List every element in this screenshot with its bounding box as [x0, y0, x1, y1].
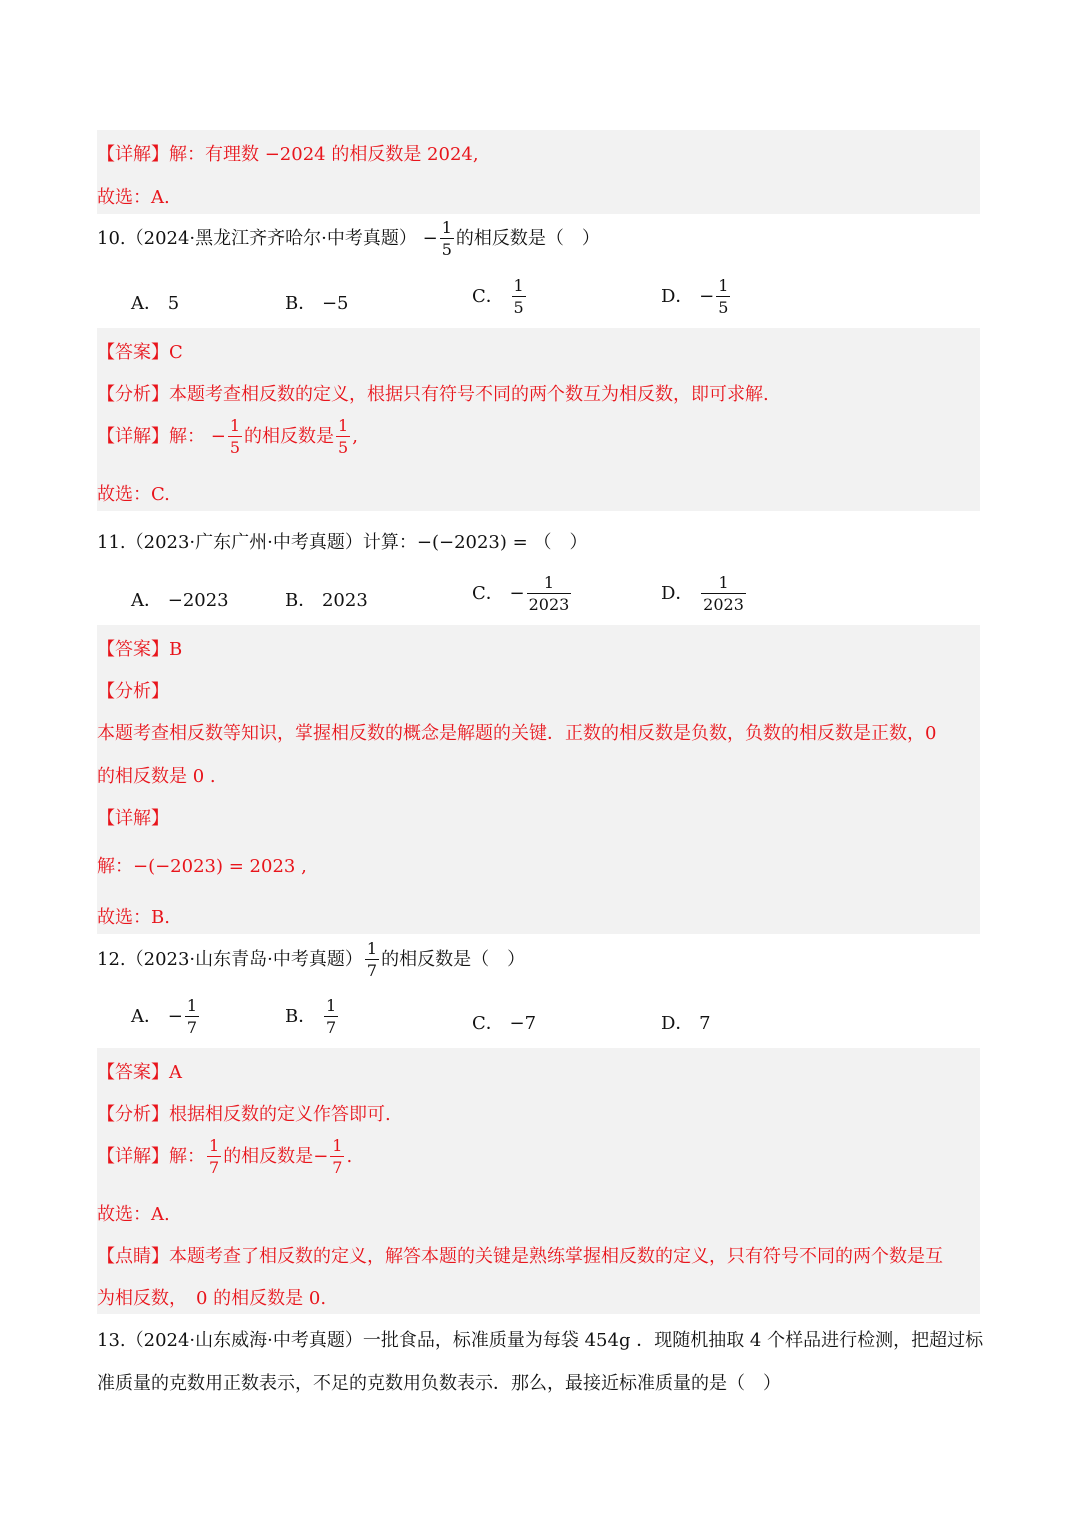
denominator: 7	[186, 1018, 198, 1037]
question-text: 13.（2024·山东威海·中考真题）一批食品，标准质量为每袋 454g ．现随机抽取 4 个样品进行检测，把超过标	[97, 1330, 984, 1351]
denominator: 7	[325, 1018, 337, 1037]
option-label: A．	[131, 293, 162, 314]
point-text: 本题考查了相反数的定义，解答本题的关键是熟练掌握相反数的定义，只有符号不同的两个数是互	[169, 1246, 943, 1267]
answer-tag: 【答案】	[97, 342, 169, 363]
option-label: B．	[285, 293, 317, 314]
numerator: 1	[513, 276, 524, 295]
solution-box-q12	[97, 1048, 980, 1314]
option-a	[131, 289, 179, 315]
option-a	[131, 998, 201, 1036]
detail-end: .	[346, 1146, 353, 1167]
option-c	[472, 1009, 536, 1035]
denominator: 5	[229, 438, 241, 457]
detail-tag: 【详解】	[97, 426, 169, 447]
denominator: 5	[513, 298, 524, 317]
question-tail: 的相反数是（ ）	[381, 949, 526, 970]
choose-text: 故选：A.	[97, 187, 170, 208]
numerator: 1	[718, 276, 729, 295]
solution-box-q11	[97, 625, 980, 934]
question-tail: （ ）	[533, 532, 588, 553]
fraction	[512, 278, 526, 316]
analysis-tag: 【分析】	[97, 681, 169, 702]
option-d	[661, 575, 748, 613]
option-b	[285, 998, 340, 1036]
analysis-tag-q11	[97, 677, 169, 703]
answer-q12	[97, 1058, 182, 1084]
fraction	[365, 941, 379, 979]
analysis-q11-2	[97, 762, 216, 788]
choose-q11	[97, 903, 170, 929]
detail-text: 解：有理数 −2024 的相反数是 2024,	[169, 144, 479, 165]
question-head: 11.（2023·广东广州·中考真题）计算：	[97, 532, 417, 553]
question-tail: 的相反数是（ ）	[455, 228, 600, 249]
detail-mid: 的相反数是	[223, 1146, 314, 1167]
fraction	[228, 418, 242, 456]
denominator: 7	[332, 1158, 343, 1177]
denominator: 5	[441, 240, 452, 259]
option-value: −7	[509, 1013, 537, 1034]
point-q12-2	[97, 1284, 326, 1310]
question-head: 12.（2023·山东青岛·中考真题）	[97, 949, 363, 970]
numerator: 1	[366, 939, 378, 958]
analysis-q12	[97, 1100, 391, 1126]
option-value: 5	[167, 293, 180, 314]
fraction	[330, 1138, 344, 1176]
option-value: −2023	[167, 590, 229, 611]
analysis-tag: 【分析】	[97, 1104, 169, 1125]
option-label: B．	[285, 590, 317, 611]
denominator: 5	[718, 298, 729, 317]
question-11	[97, 528, 587, 554]
choose-q9	[97, 183, 170, 209]
answer-value: A	[169, 1062, 182, 1083]
analysis-text: 本题考查相反数等知识，掌握相反数的概念是解题的关键．正数的相反数是负数，负数的相反数是正数，0	[97, 723, 937, 744]
option-b	[285, 586, 368, 612]
denominator: 2023	[528, 595, 570, 614]
option-label: C．	[472, 583, 504, 604]
point-text: 为相反数， 0 的相反数是 0.	[97, 1288, 327, 1309]
detail-tag: 【详解】	[97, 808, 169, 829]
analysis-text: 本题考查相反数的定义，根据只有符号不同的两个数互为相反数，即可求解.	[169, 384, 769, 405]
fraction	[527, 575, 572, 613]
option-label: D．	[661, 583, 694, 604]
minus-sign: −	[167, 1006, 183, 1027]
option-label: A．	[131, 1006, 162, 1027]
numerator: 1	[543, 573, 555, 592]
question-13-line-2	[97, 1369, 781, 1395]
detail-pre: 解：	[169, 426, 205, 447]
option-c	[472, 278, 528, 316]
option-d	[661, 1009, 711, 1035]
fraction	[716, 278, 730, 316]
detail-tag: 【详解】	[97, 144, 169, 165]
question-head: 10.（2024·黑龙江齐齐哈尔·中考真题）	[97, 228, 417, 249]
point-q12-1	[97, 1242, 943, 1268]
minus-sign: −	[699, 286, 715, 307]
option-value: 2023	[321, 590, 368, 611]
denominator: 2023	[703, 595, 744, 614]
detail-q11	[97, 852, 307, 878]
option-label: C．	[472, 286, 504, 307]
question-13-line-1	[97, 1326, 983, 1352]
denominator: 7	[366, 961, 378, 980]
denominator: 5	[338, 438, 349, 457]
option-label: D．	[661, 1013, 694, 1034]
minus-sign: −	[313, 1146, 329, 1167]
option-c	[472, 575, 573, 613]
fraction	[324, 998, 338, 1036]
choose-q10	[97, 480, 170, 506]
answer-tag: 【答案】	[97, 639, 169, 660]
detail-mid: 的相反数是	[244, 426, 335, 447]
fraction	[701, 575, 746, 613]
numerator: 1	[229, 416, 241, 435]
detail-tag: 【详解】	[97, 1146, 169, 1167]
answer-q10	[97, 338, 183, 364]
question-10	[97, 220, 600, 258]
minus-sign: −	[210, 426, 226, 447]
choose-text: 故选：A.	[97, 1204, 170, 1225]
choose-q12	[97, 1200, 170, 1226]
question-12	[97, 941, 525, 979]
choose-text: 故选：B.	[97, 907, 170, 928]
detail-pre: 解：	[169, 1146, 205, 1167]
answer-q11	[97, 635, 182, 661]
numerator: 1	[441, 218, 452, 237]
choose-text: 故选：C.	[97, 484, 170, 505]
detail-tag-q11	[97, 804, 169, 830]
option-d	[661, 278, 732, 316]
fraction	[185, 998, 199, 1036]
detail-q12	[97, 1138, 352, 1176]
analysis-q10	[97, 380, 769, 406]
fraction	[207, 1138, 221, 1176]
fraction	[336, 418, 350, 456]
numerator: 1	[325, 996, 337, 1015]
option-label: C．	[472, 1013, 504, 1034]
numerator: 1	[338, 416, 349, 435]
analysis-tag: 【分析】	[97, 384, 169, 405]
answer-value: B	[169, 639, 183, 660]
option-label: B．	[285, 1006, 317, 1027]
minus-sign: −	[422, 228, 438, 249]
numerator: 1	[332, 1136, 343, 1155]
fraction	[440, 220, 454, 258]
point-tag: 【点睛】	[97, 1246, 169, 1267]
analysis-text: 根据相反数的定义作答即可.	[169, 1104, 391, 1125]
answer-value: C	[169, 342, 183, 363]
numerator: 1	[209, 1136, 220, 1155]
question-text: 准质量的克数用正数表示，不足的克数用负数表示．那么，最接近标准质量的是（ ）	[97, 1373, 781, 1394]
numerator: 1	[186, 996, 198, 1015]
option-label: A．	[131, 590, 162, 611]
option-value: −5	[321, 293, 349, 314]
detail-q9	[97, 140, 479, 166]
analysis-q11-1	[97, 719, 936, 745]
answer-tag: 【答案】	[97, 1062, 169, 1083]
denominator: 7	[209, 1158, 220, 1177]
detail-text: 解：−(−2023) = 2023 ,	[97, 856, 307, 877]
option-value: 7	[699, 1013, 711, 1034]
option-a	[131, 586, 229, 612]
option-b	[285, 289, 349, 315]
expression: −(−2023) =	[416, 532, 528, 553]
analysis-text: 的相反数是 0 .	[97, 766, 216, 787]
detail-end: ,	[352, 426, 358, 447]
minus-sign: −	[509, 583, 525, 604]
numerator: 1	[718, 573, 729, 592]
option-label: D．	[661, 286, 694, 307]
detail-q10	[97, 418, 358, 456]
